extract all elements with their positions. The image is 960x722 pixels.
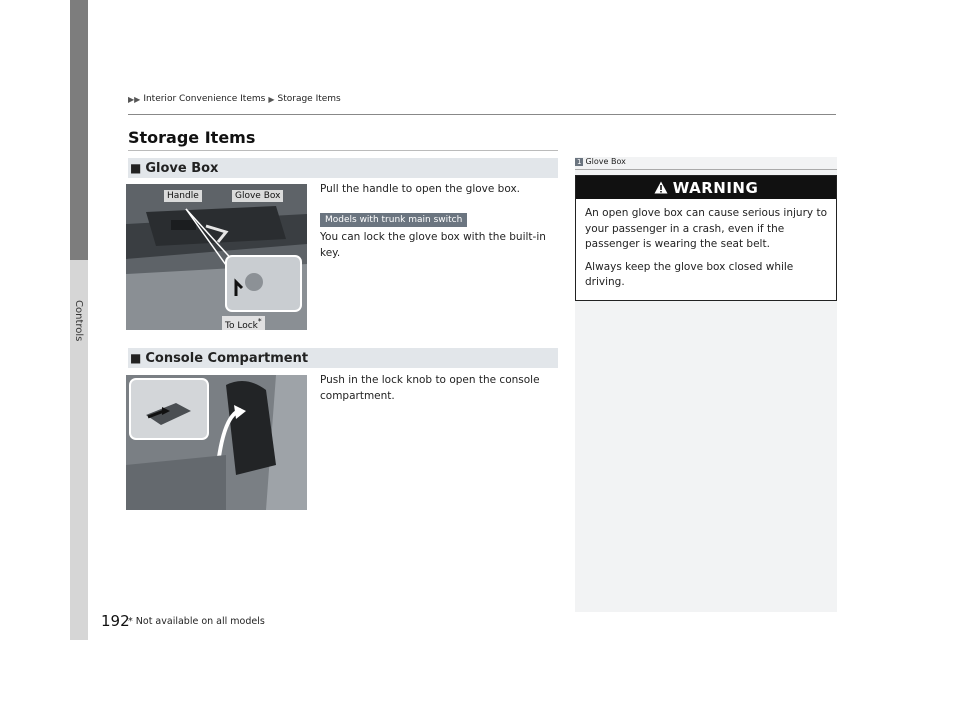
console-illustration [126,375,307,510]
side-tab-label: Controls [73,300,84,342]
side-tab [70,0,88,260]
section-marker-icon: ■ [130,161,142,175]
breadcrumb-arrow-icon: ▶ [268,94,275,104]
console-photo [126,375,307,510]
note-rule [575,169,837,170]
breadcrumb-item[interactable]: Storage Items [277,94,341,104]
callout-glove-box: Glove Box [232,190,283,202]
warning-box [575,175,837,301]
warning-triangle-icon [654,181,668,194]
warning-paragraph: An open glove box can cause serious injury to your passenger in a crash, even if the passenger is wearing the seat belt. [585,207,827,250]
glove-box-photo [126,184,307,330]
callout-to-lock: To Lock* [222,316,265,330]
console-text: Push in the lock knob to open the console compartment. [320,374,540,402]
header-rule [128,114,836,115]
section-heading-text: Console Compartment [145,350,309,366]
section-heading-text: Glove Box [145,160,219,176]
warning-body [576,199,836,291]
glove-box-text-2: You can lock the glove box with the built-in key. [320,231,546,259]
note-reference [575,157,626,166]
section-heading-console [128,348,558,368]
section-heading-glove-box [128,158,558,178]
note-ref-title[interactable]: Glove Box [585,157,626,166]
footnote: * Not available on all models [128,616,265,627]
breadcrumb [128,94,341,104]
callout-handle: Handle [164,190,202,202]
glove-box-text-1: Pull the handle to open the glove box. [320,183,520,195]
page-number: 192 [101,612,130,630]
warning-paragraph: Always keep the glove box closed while driving. [585,260,794,288]
note-ref-number: 1 [577,157,582,166]
breadcrumb-arrow-icon: ▶▶ [128,94,141,104]
model-tag: Models with trunk main switch [320,213,467,227]
glove-box-illustration [126,184,307,330]
warning-header [576,176,836,199]
section-marker-icon: ■ [130,351,142,365]
page-title: Storage Items [128,128,256,147]
warning-title: WARNING [672,178,759,197]
title-rule [128,150,558,151]
breadcrumb-item[interactable]: Interior Convenience Items [143,94,266,104]
